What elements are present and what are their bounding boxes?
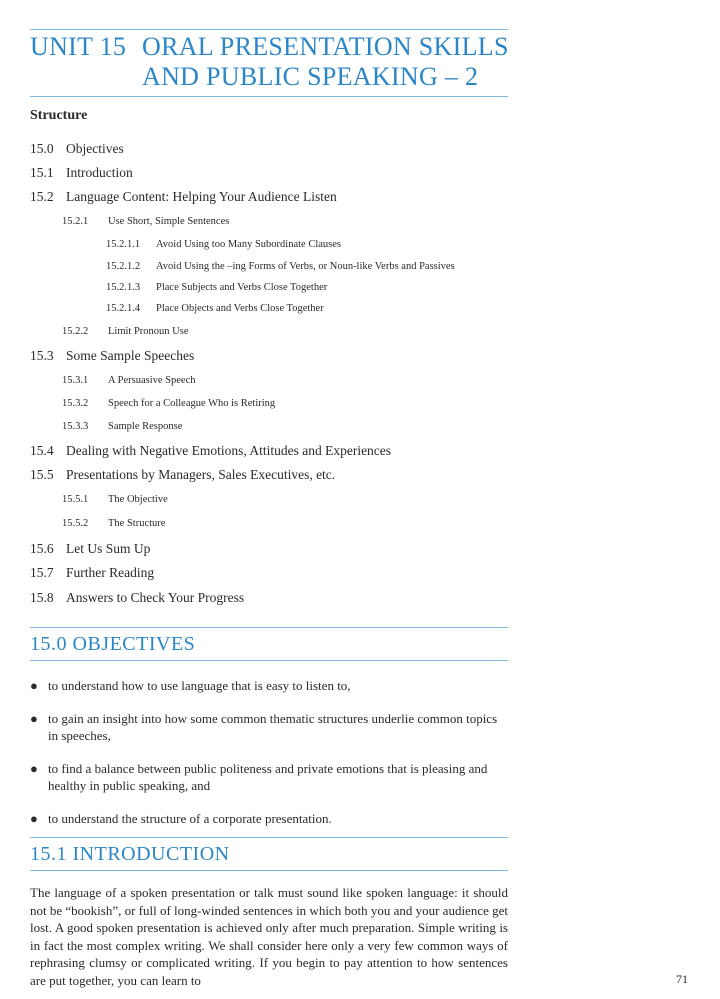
toc-number: 15.1 [30, 165, 54, 180]
toc-number: 15.4 [30, 443, 54, 458]
toc-item [62, 398, 275, 409]
bullet-icon: ● [30, 678, 38, 693]
toc-number: 15.3 [30, 348, 54, 363]
bullet-icon: ● [30, 761, 38, 776]
toc-item [30, 165, 133, 181]
toc-title: Introduction [66, 165, 133, 180]
unit-heading [30, 33, 510, 93]
toc-number: 15.2.1.2 [106, 261, 141, 272]
toc-number: 15.6 [30, 541, 54, 556]
toc-title: Avoid Using the –ing Forms of Verbs, or Noun-like Verbs and Passives [156, 261, 455, 272]
toc-item [30, 565, 154, 581]
toc-item [30, 189, 337, 205]
toc-number: 15.8 [30, 590, 54, 605]
toc-item [62, 518, 165, 529]
toc-title: Sample Response [108, 421, 183, 432]
toc-item [30, 443, 391, 459]
toc-number: 15.2.1.3 [106, 282, 141, 293]
toc-title: Language Content: Helping Your Audience Listen [66, 189, 337, 204]
unit-title-line1: ORAL PRESENTATION SKILLS [142, 32, 509, 61]
toc-item [30, 141, 124, 157]
list-item [30, 677, 508, 694]
toc-item [62, 494, 168, 505]
toc-number: 15.5.2 [62, 518, 89, 529]
toc-item [62, 375, 195, 386]
toc-title: Speech for a Colleague Who is Retiring [108, 398, 276, 409]
list-item [30, 710, 508, 744]
list-item [30, 760, 508, 794]
toc-title: Objectives [66, 141, 124, 156]
toc-title: Use Short, Simple Sentences [108, 216, 230, 227]
objective-text: to understand how to use language that is easy to listen to, [48, 678, 351, 693]
toc-title: Further Reading [66, 565, 155, 580]
toc-item [30, 541, 150, 557]
toc-title: Dealing with Negative Emotions, Attitudes and Experiences [66, 443, 392, 458]
toc-item [30, 590, 244, 606]
toc-number: 15.3.1 [62, 375, 89, 386]
toc-item [62, 421, 182, 432]
toc-number: 15.3.2 [62, 398, 89, 409]
list-item [30, 810, 508, 827]
introduction-bottom-rule [30, 870, 508, 871]
toc-title: A Persuasive Speech [108, 375, 196, 386]
toc-item [106, 261, 455, 272]
objective-text: to find a balance between public politeness and private emotions that is pleasing and healthy in public speaking, and [48, 761, 488, 793]
toc-item [62, 216, 229, 227]
toc-title: Some Sample Speeches [66, 348, 195, 363]
introduction-paragraph: The language of a spoken presentation or talk must sound like spoken language: it should not be “bookish”, or full of long-winded sentences in which both you and your audience get lost. A good spoken presentation is achieved only after much preparation. Simple writing is in fact the most complex writing. We shall consider here only a very few common ways of rephrasing clumsy or complicated writing. If you begin to pay attention to how sentences are put together, you can learn to [30, 885, 508, 988]
toc-title: The Structure [108, 518, 166, 529]
bullet-icon: ● [30, 811, 38, 826]
toc-title: The Objective [108, 494, 168, 505]
bullet-icon: ● [30, 711, 38, 726]
objective-text: to understand the structure of a corporate presentation. [48, 811, 332, 826]
toc-item [62, 326, 189, 337]
unit-heading-rule [30, 96, 508, 97]
toc-title: Let Us Sum Up [66, 541, 151, 556]
top-rule [30, 29, 508, 30]
introduction-top-rule [30, 837, 508, 838]
toc-number: 15.2.2 [62, 326, 89, 337]
objectives-bottom-rule [30, 660, 508, 661]
introduction-heading: 15.1 INTRODUCTION [30, 843, 230, 865]
unit-title-line2: AND PUBLIC SPEAKING – 2 [142, 62, 479, 91]
toc-number: 15.7 [30, 565, 54, 580]
objectives-heading: 15.0 OBJECTIVES [30, 633, 196, 655]
toc-number: 15.2.1.1 [106, 239, 141, 250]
toc-item [106, 282, 327, 293]
toc-number: 15.0 [30, 141, 54, 156]
toc-title: Avoid Using too Many Subordinate Clauses [156, 239, 342, 250]
toc-item [106, 239, 341, 250]
toc-title: Presentations by Managers, Sales Executives, etc. [66, 467, 336, 482]
objectives-list [30, 677, 508, 843]
toc-title: Answers to Check Your Progress [66, 590, 245, 605]
toc-number: 15.2.1.4 [106, 303, 141, 314]
toc-number: 15.3.3 [62, 421, 89, 432]
toc-title: Place Objects and Verbs Close Together [156, 303, 324, 314]
toc-title: Limit Pronoun Use [108, 326, 189, 337]
toc-item [30, 348, 194, 364]
structure-label: Structure [30, 108, 88, 123]
toc-title: Place Subjects and Verbs Close Together [156, 282, 328, 293]
toc-item [30, 467, 335, 483]
unit-number: UNIT 15 [30, 32, 127, 61]
page-number: 71 [676, 972, 688, 986]
toc-number: 15.5 [30, 467, 54, 482]
objectives-top-rule [30, 627, 508, 628]
toc-number: 15.2.1 [62, 216, 89, 227]
objective-text: to gain an insight into how some common thematic structures underlie common topics in speeches, [48, 711, 498, 743]
toc-item [106, 303, 324, 314]
toc-number: 15.2 [30, 189, 54, 204]
toc-number: 15.5.1 [62, 494, 89, 505]
